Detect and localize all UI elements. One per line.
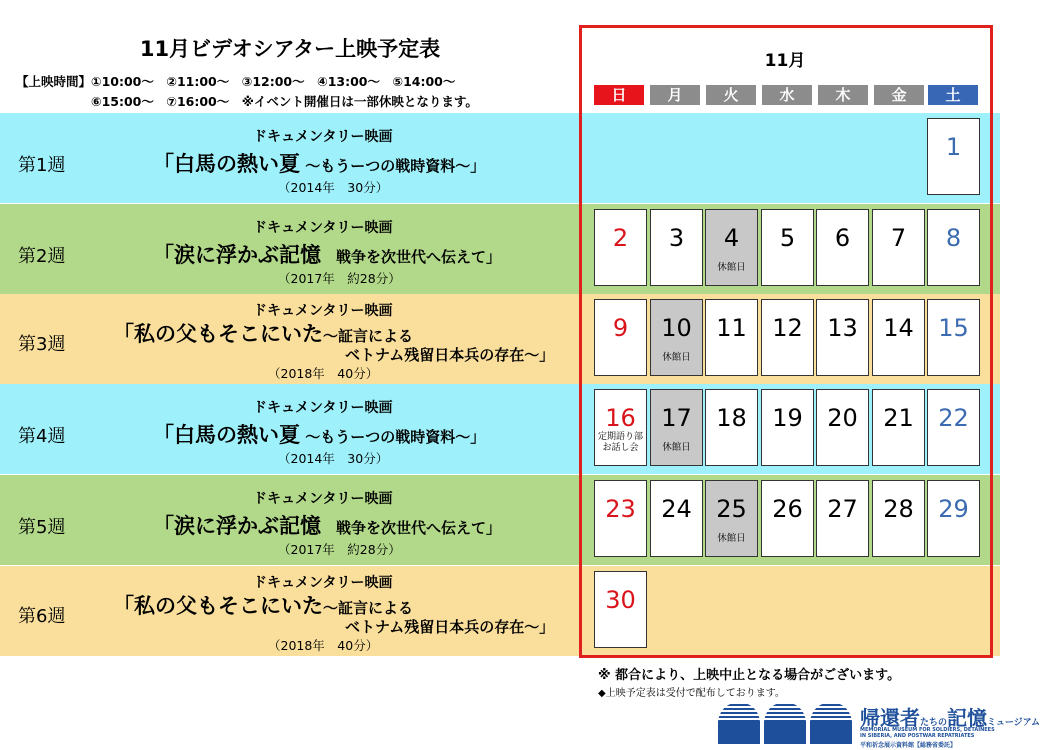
film-year-duration: （2014年 30分） [278,451,389,466]
day-number: 16 [605,404,636,432]
film-title-main: 「白馬の熱い夏 [153,423,300,447]
calendar-day [927,299,980,376]
calendar-day [594,299,647,376]
day-number: 15 [938,314,969,342]
film-title-sub: ～証言による [323,599,414,617]
day-number: 24 [661,495,692,523]
film-year-duration: （2018年 40分） [268,638,379,653]
week-label: 第4週 [18,426,66,447]
screening-times-line2: ⑥15:00～ ⑦16:00～ ※イベント開催日は一部休映となります。 [16,94,478,109]
logo-circle-icon [810,702,852,744]
closed-label: 休館日 [717,533,746,544]
film-year-duration: （2017年 約28分） [278,271,401,286]
film-title-sub: 戦争を次世代へ伝えて」 [321,519,502,537]
day-number: 9 [612,314,629,342]
week-label: 第2週 [18,246,66,267]
film-title-main: 「私の父もそこにいた [113,322,323,346]
calendar-day [594,389,647,466]
calendar-day [650,480,703,557]
calendar-day [705,480,758,557]
day-number: 6 [834,224,851,252]
week-label: 第3週 [18,334,66,355]
calendar-day [594,209,647,286]
calendar-day [927,480,980,557]
day-number: 29 [938,495,969,523]
cancellation-notice: ※ 都合により、上映中止となる場合がございます。 [598,668,901,683]
calendar-day [761,389,814,466]
weekday-4: 木 [818,85,868,105]
calendar-day [594,480,647,557]
film-genre: ドキュメンタリー映画 [253,220,393,236]
logo-circle-icon [764,702,806,744]
calendar-day [761,480,814,557]
calendar-day [816,480,869,557]
day-number: 26 [772,495,803,523]
calendar-day [927,209,980,286]
day-number: 5 [779,224,796,252]
day-number: 20 [827,404,858,432]
day-number: 22 [938,404,969,432]
weekday-2: 火 [706,85,756,105]
weekday-5: 金 [874,85,924,105]
calendar-day [872,480,925,557]
calendar-day [927,389,980,466]
event-label: 定期語り部 お話し会 [597,432,643,453]
film-year-duration: （2018年 40分） [268,366,379,381]
film-title-sub: 戦争を次世代へ伝えて」 [321,248,502,266]
calendar-day [761,299,814,376]
calendar-day [705,299,758,376]
film-title [153,510,501,540]
film-title-main: 「白馬の熱い夏 [153,152,300,176]
day-number: 13 [827,314,858,342]
day-number: 7 [890,224,907,252]
film-title [153,419,485,449]
week-row [0,113,1000,203]
day-number: 1 [945,133,962,161]
page-title: 11月ビデオシアター上映予定表 [139,37,441,61]
week-label: 第5週 [18,517,66,538]
day-number: 2 [612,224,629,252]
film-title-main: 「涙に浮かぶ記憶 [153,514,321,538]
film-genre: ドキュメンタリー映画 [253,129,393,145]
weekday-6: 土 [928,85,978,105]
calendar-day [650,389,703,466]
calendar-month: 11月 [764,51,806,71]
day-number: 11 [716,314,747,342]
logo-japanese: 平和祈念展示資料館【総務省委託】 [860,742,957,749]
day-number: 27 [827,495,858,523]
week-label: 第1週 [18,155,66,176]
film-title-sub: ～証言による [323,327,414,345]
day-number: 30 [605,586,636,614]
calendar-day [927,118,980,195]
day-number: 14 [883,314,914,342]
day-number: 17 [661,404,692,432]
film-year-duration: （2017年 約28分） [278,542,401,557]
weekday-0: 日 [594,85,644,105]
calendar-day [816,209,869,286]
film-title-sub: ～もうーつの戦時資料～」 [300,157,486,175]
film-title [153,148,485,178]
calendar-day [650,299,703,376]
screening-times-line1: 【上映時間】①10:00～ ②11:00～ ③12:00～ ④13:00～ ⑤14:00～ [16,74,456,89]
film-year-duration: （2014年 30分） [278,180,389,195]
day-number: 25 [716,495,747,523]
film-genre: ドキュメンタリー映画 [253,491,393,507]
film-title-line2: ベトナム残留日本兵の存在～」 [345,618,555,636]
day-number: 12 [772,314,803,342]
calendar-day [872,389,925,466]
day-number: 23 [605,495,636,523]
calendar-day [816,299,869,376]
closed-label: 休館日 [662,352,691,363]
museum-logo [718,702,1040,749]
calendar-day [650,209,703,286]
day-number: 21 [883,404,914,432]
weekday-1: 月 [650,85,700,105]
film-genre: ドキュメンタリー映画 [253,303,393,319]
weekday-3: 水 [762,85,812,105]
distribution-notice: ◆上映予定表は受付で配布しております。 [598,688,785,699]
film-title-main: 「涙に浮かぶ記憶 [153,243,321,267]
closed-label: 休館日 [717,262,746,273]
closed-label: 休館日 [662,442,691,453]
week-row [0,566,1000,656]
day-number: 18 [716,404,747,432]
day-number: 28 [883,495,914,523]
day-number: 4 [723,224,740,252]
week-label: 第6週 [18,606,66,627]
calendar-day [872,209,925,286]
logo-english: MEMORIAL MUSEUM FOR SOLDIERS, DETAINEES IN SIBERIA, AND POSTWAR REPATRIATES [860,727,995,739]
calendar-day [816,389,869,466]
day-number: 10 [661,314,692,342]
film-genre: ドキュメンタリー映画 [253,400,393,416]
logo-circle-icon [718,702,760,744]
calendar-day [705,209,758,286]
film-title-line2: ベトナム残留日本兵の存在～」 [345,346,555,364]
film-title-main: 「私の父もそこにいた [113,594,323,618]
logo-name: 帰還者たちの記憶ミュージアム [860,706,1040,730]
calendar-day [705,389,758,466]
calendar-day [761,209,814,286]
calendar-day [872,299,925,376]
day-number: 3 [668,224,685,252]
day-number: 8 [945,224,962,252]
film-title [153,239,501,269]
film-genre: ドキュメンタリー映画 [253,575,393,591]
film-title-sub: ～もうーつの戦時資料～」 [300,428,486,446]
day-number: 19 [772,404,803,432]
calendar-day [594,571,647,648]
